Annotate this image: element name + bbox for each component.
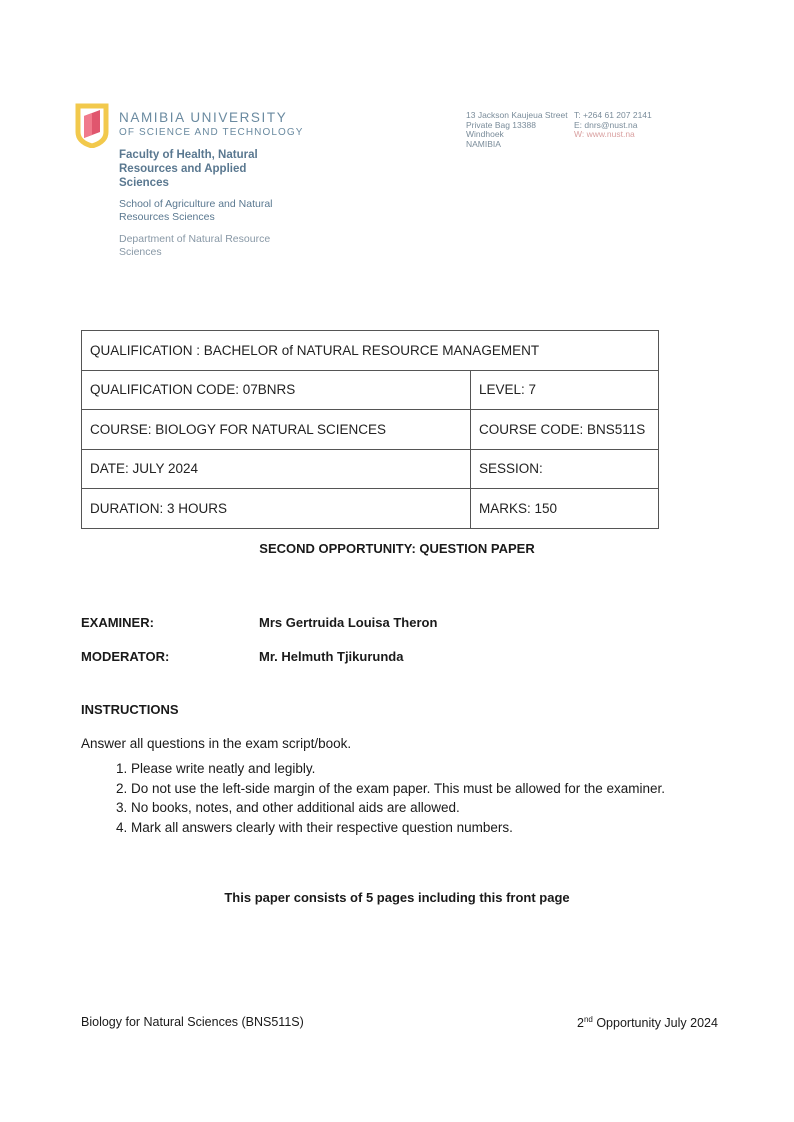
footer-course: Biology for Natural Sciences (BNS511S) [81, 1015, 304, 1029]
qualification-code-cell: QUALIFICATION CODE: 07BNRS [82, 370, 471, 410]
instruction-item: 1. Please write neatly and legibly. [131, 759, 771, 779]
department-name: Department of Natural Resource Sciences [119, 233, 271, 258]
footer-opportunity-suffix: nd [583, 1015, 593, 1024]
address-line: 13 Jackson Kaujeua Street [466, 110, 568, 120]
footer-opportunity-number: 2 [577, 1016, 584, 1031]
address-block [466, 111, 568, 149]
paper-title: SECOND OPPORTUNITY: QUESTION PAPER [259, 541, 535, 556]
instruction-item: 3. No books, notes, and other additional aids are allowed. [131, 798, 771, 818]
footer-opportunity-text: Opportunity July 2024 [592, 1016, 718, 1031]
table-row [82, 449, 659, 489]
faculty-name: Faculty of Health, Natural Resources and Applied Sciences [119, 149, 258, 189]
moderator-name: Mr. Helmuth Tjikurunda [259, 649, 404, 664]
university-logo-icon [72, 102, 112, 148]
address-line: NAMIBIA [466, 138, 501, 149]
date-cell: DATE: JULY 2024 [82, 449, 471, 489]
contact-block [574, 111, 652, 140]
instructions-heading: INSTRUCTIONS [81, 702, 179, 717]
examiner-name: Mrs Gertruida Louisa Theron [259, 615, 438, 630]
instructions-intro: Answer all questions in the exam script/book. [81, 736, 352, 751]
level-cell: LEVEL: 7 [471, 370, 659, 410]
table-row [82, 489, 659, 529]
instructions-list [108, 759, 771, 837]
course-code-cell: COURSE CODE: BNS511S [471, 410, 659, 450]
qualification-cell: QUALIFICATION : BACHELOR of NATURAL RESOURCE MANAGEMENT [82, 331, 659, 371]
table-row [82, 331, 659, 371]
university-subtitle: OF SCIENCE AND TECHNOLOGY [119, 127, 304, 138]
examiner-label: EXAMINER: [81, 615, 154, 630]
table-row [82, 410, 659, 450]
instruction-item: 2. Do not use the left-side margin of the exam paper. This must be allowed for the examiner. [131, 779, 771, 799]
session-cell: SESSION: [471, 449, 659, 489]
moderator-label: MODERATOR: [81, 649, 170, 664]
school-name: School of Agriculture and Natural Resources Sciences [119, 198, 273, 223]
course-cell: COURSE: BIOLOGY FOR NATURAL SCIENCES [82, 410, 471, 450]
contact-phone: T: +264 61 207 2141 [574, 110, 652, 120]
footer-opportunity [577, 1015, 718, 1030]
marks-cell: MARKS: 150 [471, 489, 659, 529]
contact-email: E: dnrs@nust.na [574, 119, 638, 130]
table-row [82, 370, 659, 410]
instruction-item: 4. Mark all answers clearly with their respective question numbers. [131, 818, 771, 838]
university-name: NAMIBIA UNIVERSITY [119, 110, 288, 125]
address-line: Private Bag 13388 [466, 119, 536, 130]
contact-website: W: www.nust.na [574, 129, 635, 139]
qualification-table [81, 330, 659, 529]
page-count-note: This paper consists of 5 pages including this front page [224, 890, 570, 905]
duration-cell: DURATION: 3 HOURS [82, 489, 471, 529]
address-line: Windhoek [466, 129, 504, 139]
